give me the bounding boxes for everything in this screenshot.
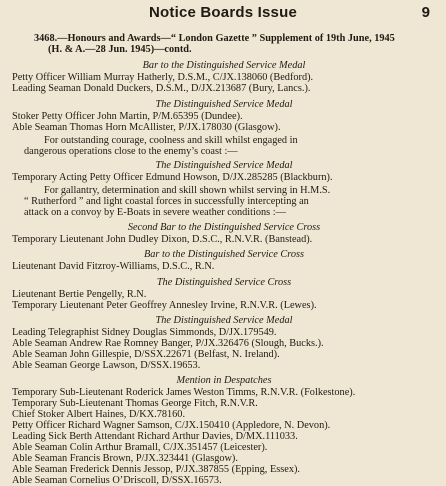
award-entry: Able Seaman Andrew Rae Romney Banger, P/JX.326476 (Slough, Bucks.). bbox=[12, 338, 324, 349]
award-entry: Able Seaman Colin Arthur Bramall, C/JX.351457 (Leicester). bbox=[12, 442, 268, 453]
award-entry: Lieutenant David Fitzroy-Williams, D.S.C., R.N. bbox=[12, 261, 215, 272]
section-heading: The Distinguished Service Cross bbox=[156, 277, 292, 288]
supplement-subtitle: (H. & A.—28 Jun. 1945)—contd. bbox=[48, 44, 192, 55]
award-entry: Leading Telegraphist Sidney Douglas Simmonds, D/JX.179549. bbox=[12, 327, 277, 338]
award-entry: Able Seaman Cornelius O’Driscoll, D/SSX.16573. bbox=[12, 475, 222, 486]
award-entry: Temporary Lieutenant Peter Geoffrey Annesley Irvine, R.N.V.R. (Lewes). bbox=[12, 300, 317, 311]
section-heading: Bar to the Distinguished Service Cross bbox=[143, 249, 305, 260]
award-entry: Able Seaman George Lawson, D/SSX.19653. bbox=[12, 360, 201, 371]
award-entry: Able Seaman Francis Brown, P/JX.323441 (Glasgow). bbox=[12, 453, 238, 464]
award-entry: Temporary Sub-Lieutenant Roderick James Weston Timms, R.N.V.R. (Folkestone). bbox=[12, 387, 356, 398]
award-entry: Temporary Sub-Lieutenant Thomas George Fitch, R.N.V.R. bbox=[12, 398, 258, 409]
page-number: 9 bbox=[421, 4, 430, 21]
issue-title: Notice Boards Issue bbox=[148, 4, 297, 21]
section-heading: Mention in Despatches bbox=[176, 375, 272, 386]
award-entry: Petty Officer William Murray Hatherly, D.S.M., C/JX.138060 (Bedford). bbox=[12, 72, 314, 83]
award-entry: Able Seaman Thomas Horn McAllister, P/JX.178030 (Glasgow). bbox=[12, 122, 281, 133]
award-entry: Temporary Lieutenant John Dudley Dixon, D.S.C., R.N.V.R. (Banstead). bbox=[12, 234, 313, 245]
award-entry: Chief Stoker Albert Haines, D/KX.78160. bbox=[12, 409, 186, 420]
citation-text: attack on a convoy by E-Boats in severe weather conditions :— bbox=[24, 207, 286, 218]
citation-text: dangerous operations close to the enemy’s coast :— bbox=[24, 146, 238, 157]
section-heading: Second Bar to the Distinguished Service Cross bbox=[127, 222, 321, 233]
award-entry: Leading Sick Berth Attendant Richard Arthur Davies, D/MX.111033. bbox=[12, 431, 298, 442]
award-entry: Leading Seaman Donald Duckers, D.S.M., D/JX.213687 (Bury, Lancs.). bbox=[12, 83, 311, 94]
section-heading: The Distinguished Service Medal bbox=[155, 99, 293, 110]
award-entry: Lieutenant Bertie Pengelly, R.N. bbox=[12, 289, 147, 300]
citation-text: For gallantry, determination and skill shown whilst serving in H.M.S. bbox=[44, 185, 331, 196]
award-entry: Petty Officer Richard Wagner Samson, C/JX.150410 (Appledore, N. Devon). bbox=[12, 420, 331, 431]
citation-text: “ Rutherford ” and light coastal forces in successfully intercepting an bbox=[24, 196, 309, 207]
award-entry: Stoker Petty Officer John Martin, P/M.65395 (Dundee). bbox=[12, 111, 243, 122]
section-heading: The Distinguished Service Medal bbox=[155, 315, 293, 326]
award-entry: Able Seaman Frederick Dennis Jessop, P/JX.387855 (Epping, Essex). bbox=[12, 464, 300, 475]
award-entry: Able Seaman John Gillespie, D/SSX.22671 (Belfast, N. Ireland). bbox=[12, 349, 280, 360]
section-heading: Bar to the Distinguished Service Medal bbox=[142, 60, 306, 71]
section-heading: The Distinguished Service Medal bbox=[155, 160, 293, 171]
award-entry: Temporary Acting Petty Officer Edmund Howson, D/JX.285285 (Blackburn). bbox=[12, 172, 333, 183]
supplement-title: 3468.—Honours and Awards—“ London Gazette ” Supplement of 19th June, 1945 bbox=[34, 33, 395, 44]
citation-text: For outstanding courage, coolness and skill whilst engaged in bbox=[44, 135, 298, 146]
